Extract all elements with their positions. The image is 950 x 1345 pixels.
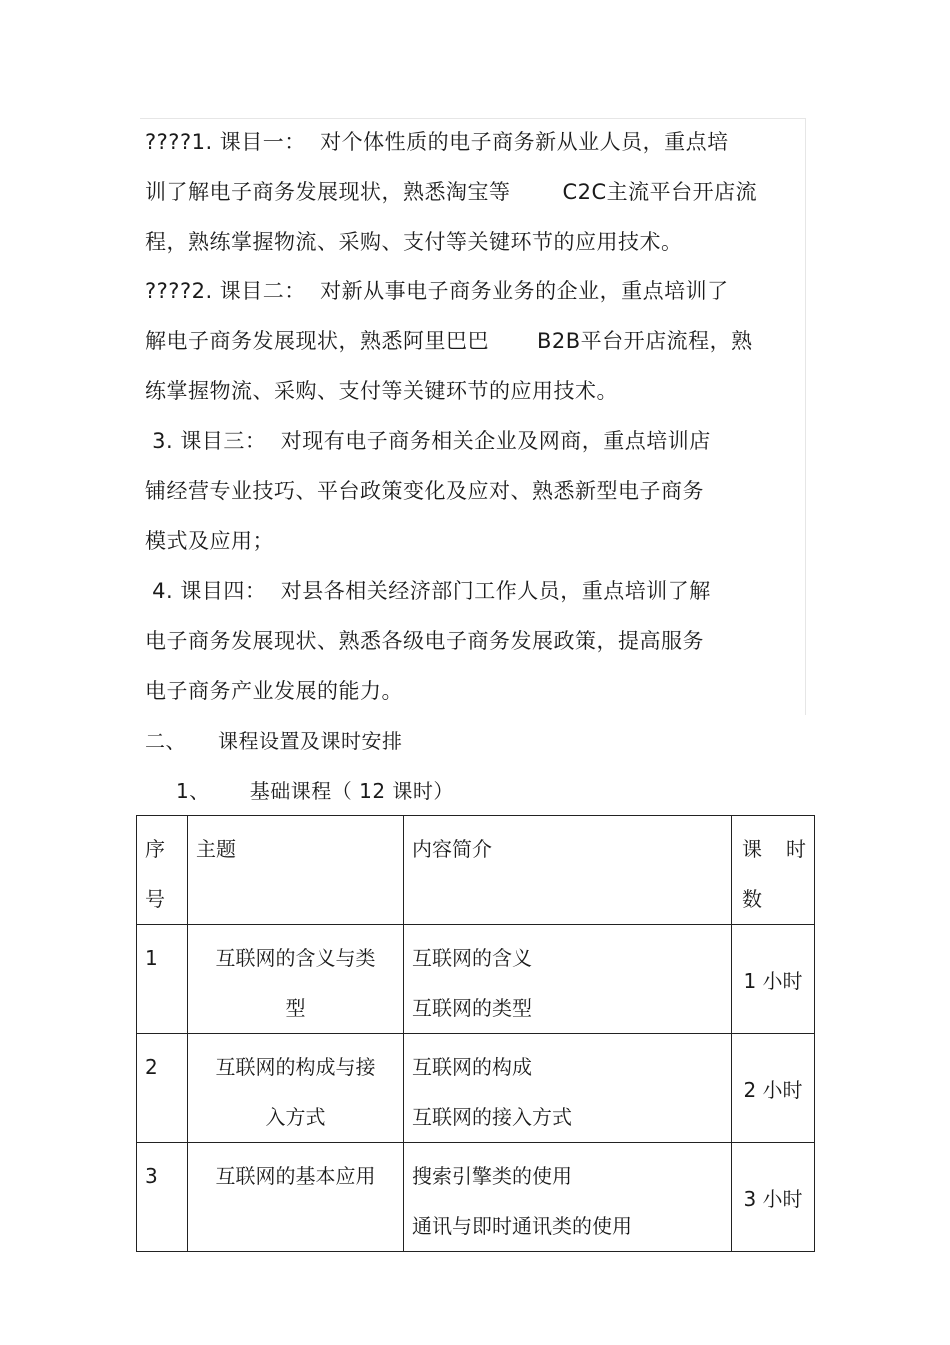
row-hours: 2 小时 [732, 1034, 815, 1143]
row-hours: 3 小时 [732, 1143, 815, 1252]
paragraph-3-line-1: 3. 课目三： 对现有电子商务相关企业及网商，重点培训店 [145, 429, 711, 453]
section-title: 课程设置及课时安排 [218, 729, 403, 753]
paragraph-4-line-1: 4. 课目四： 对县各相关经济部门工作人员，重点培训了解 [145, 579, 711, 603]
paragraph-1-line-3: 程，熟练掌握物流、采购、支付等关键环节的应用技术。 [145, 230, 683, 254]
section-heading [145, 729, 403, 753]
paragraph-2-line-2b: B2B平台开店流程，熟 [537, 329, 753, 353]
row-topic: 互联网的含义与类 型 [215, 946, 376, 1020]
course-table [136, 815, 815, 1252]
paragraph-2-line-3: 练掌握物流、采购、支付等关键环节的应用技术。 [145, 379, 618, 403]
paragraph-1-line-2b: C2C主流平台开店流 [562, 180, 758, 204]
section-number: 二、 [145, 729, 186, 753]
row-index: 1 [145, 946, 158, 970]
paragraph-4-line-3: 电子商务产业发展的能力。 [145, 679, 403, 703]
row-index: 2 [145, 1055, 158, 1079]
row-hours: 1 小时 [732, 925, 815, 1034]
table-row [137, 1143, 815, 1252]
table-header-row [137, 816, 815, 925]
paragraph-2-line-2a: 解电子商务发展现状，熟悉阿里巴巴 [145, 329, 489, 353]
row-topic: 互联网的构成与接 入方式 [215, 1055, 376, 1129]
header-hours: 课 时 数 [732, 816, 815, 925]
subsection-heading [176, 779, 454, 803]
paragraph-box-border [140, 118, 806, 715]
row-content: 搜索引擎类的使用 通讯与即时通讯类的使用 [412, 1164, 632, 1238]
header-index: 序 号 [137, 816, 188, 925]
paragraph-3-line-3: 模式及应用； [145, 529, 274, 553]
row-topic: 互联网的基本应用 [215, 1164, 376, 1188]
paragraph-1-line-1: ????1. 课目一： 对个体性质的电子商务新从业人员，重点培 [145, 130, 729, 154]
table-row [137, 925, 815, 1034]
subsection-number: 1、 [176, 779, 210, 803]
row-content: 互联网的含义 互联网的类型 [412, 946, 532, 1020]
paragraph-2-line-2 [145, 329, 753, 353]
row-index: 3 [145, 1164, 158, 1188]
paragraph-2-line-1: ????2. 课目二： 对新从事电子商务业务的企业，重点培训了 [145, 279, 729, 303]
paragraph-1-line-2a: 训了解电子商务发展现状，熟悉淘宝等 [145, 180, 511, 204]
table-row [137, 1034, 815, 1143]
row-content: 互联网的构成 互联网的接入方式 [412, 1055, 572, 1129]
paragraph-3-line-2: 铺经营专业技巧、平台政策变化及应对、熟悉新型电子商务 [145, 479, 704, 503]
header-topic: 主题 [188, 816, 404, 925]
header-content: 内容简介 [404, 816, 732, 925]
paragraph-4-line-2: 电子商务发展现状、熟悉各级电子商务发展政策，提高服务 [145, 629, 704, 653]
subsection-title: 基础课程（ 12 课时） [249, 779, 454, 803]
paragraph-1-line-2 [145, 180, 757, 204]
